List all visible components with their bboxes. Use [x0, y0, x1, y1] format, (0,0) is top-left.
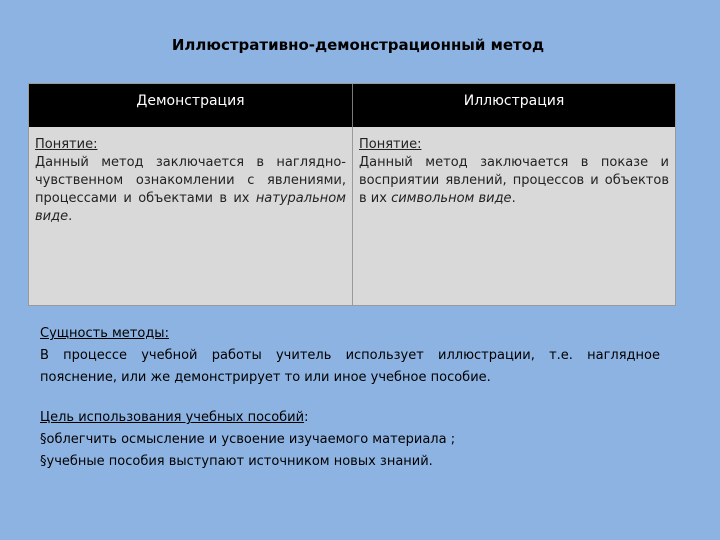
demonstration-concept-label: Понятие: [35, 137, 98, 152]
goal-item: §учебные пособия выступают источником новых знаний. [40, 454, 433, 469]
essence-text: В процессе учебной работы учитель использует иллюстрации, т.е. наглядное пояснение, или же демонстрирует то или иное учебное пособие. [40, 348, 660, 385]
goal-heading-line: Цель использования учебных пособий: [40, 410, 309, 425]
demonstration-definition: Данный метод заключается в наглядно-чувственном ознакомлении с явлениями, процессами и объектами в их натуральном виде. [35, 155, 346, 224]
header-demonstration: Демонстрация [29, 84, 353, 127]
illustration-cell [353, 127, 675, 305]
demonstration-cell [29, 127, 353, 305]
illustration-concept-label: Понятие: [359, 137, 422, 152]
comparison-table [28, 83, 676, 306]
bullet-icon: § [40, 454, 47, 469]
table-header-row [29, 84, 675, 127]
bullet-icon: § [40, 432, 47, 447]
method-essence-section [40, 323, 660, 389]
essence-heading: Сущность методы: [40, 326, 169, 341]
slide-title: Иллюстративно-демонстрационный метод [171, 36, 545, 54]
table-body-row [29, 127, 675, 305]
goal-section [40, 407, 660, 473]
goal-heading: Цель использования учебных пособий [40, 410, 305, 425]
goal-item: §облегчить осмысление и усвоение изучаемого материала ; [40, 432, 456, 447]
illustration-definition: Данный метод заключается в показе и восприятии явлений, процессов и объектов в их символьном виде. [359, 155, 669, 206]
header-illustration: Иллюстрация [463, 93, 565, 109]
